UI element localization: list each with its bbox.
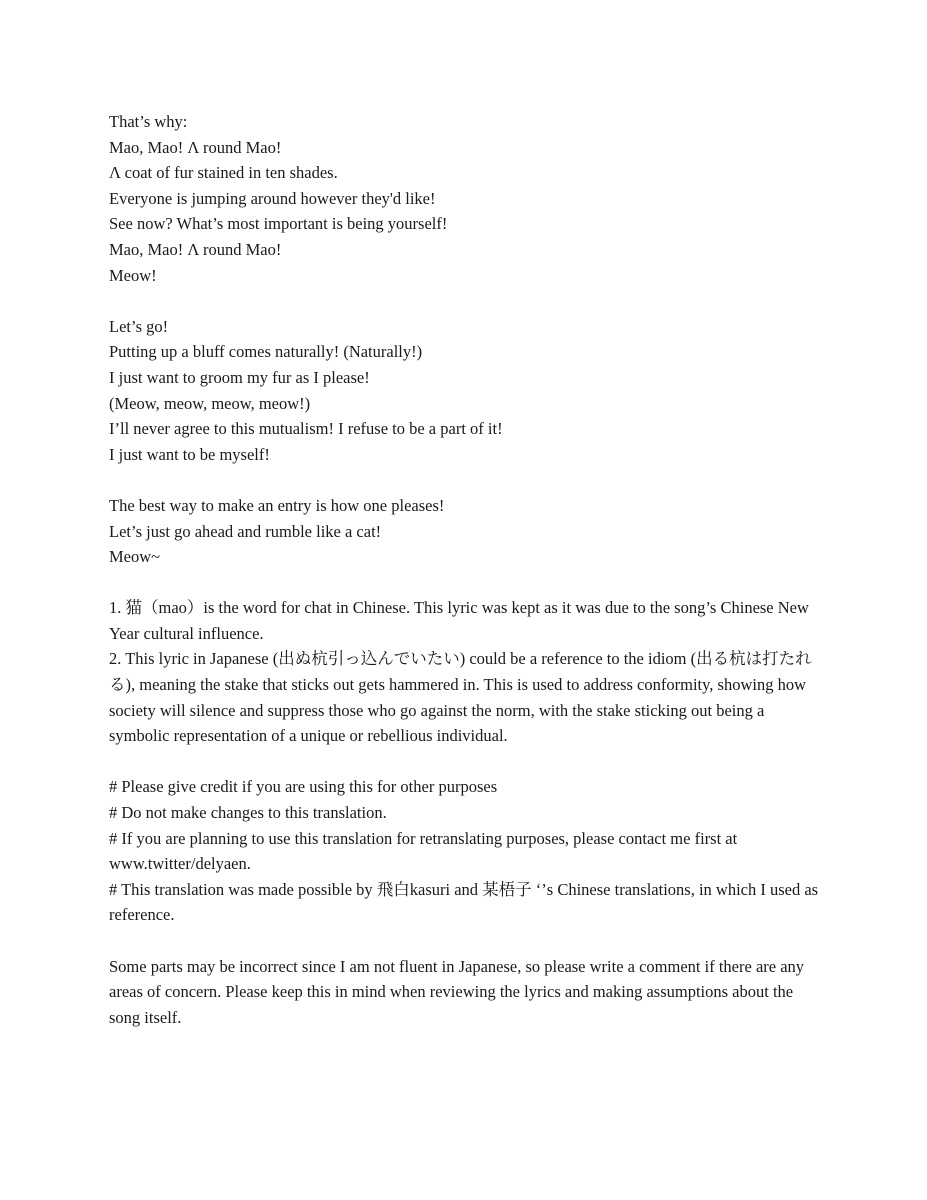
lyric-line: Meow~: [109, 547, 161, 567]
credit-line: # Do not make changes to this translation.: [109, 803, 387, 823]
lyric-line: See now? What’s most important is being yourself!: [109, 214, 448, 234]
lyric-line: The best way to make an entry is how one pleases!: [109, 495, 445, 515]
disclaimer-text: Some parts may be incorrect since I am not fluent in Japanese, so please write a comment if there are any areas of concern. Please keep this in mind when reviewing the lyrics and making assumptions about the song itself.: [109, 956, 805, 1027]
note-2: 2. This lyric in Japanese (出ぬ杭引っ込んでいたい) could be a reference to the idiom (出る杭は打たれる), meaning the stake that sticks out gets hammered in. This is used to address conformity, showing how society will silence and suppress those who go against the norm, with the stake sticking out being a symbolic representation of a unique or rebellious individual.: [109, 649, 812, 746]
lyric-line: Mao, Mao! Λ round Mao!: [109, 137, 282, 157]
disclaimer-section: [109, 954, 825, 1031]
note-1: 1. 猫（mao）is the word for chat in Chinese. This lyric was kept as it was due to the song’s Chinese New Year cultural influence.: [109, 598, 809, 643]
lyric-line: Everyone is jumping around however they'd like!: [109, 188, 436, 208]
credit-line: # If you are planning to use this translation for retranslating purposes, please contact me first at www.twitter/delyaen.: [109, 828, 738, 874]
lyric-line: Let’s go!: [109, 316, 169, 336]
lyric-line: I just want to be myself!: [109, 444, 270, 464]
lyric-line: Mao, Mao! Λ round Mao!: [109, 239, 282, 259]
lyrics-stanza-1: [109, 109, 825, 288]
lyric-line: I just want to groom my fur as I please!: [109, 367, 370, 387]
lyric-line: (Meow, meow, meow, meow!): [109, 393, 311, 413]
lyric-line: I’ll never agree to this mutualism! I refuse to be a part of it!: [109, 419, 503, 439]
credits-section: [109, 774, 825, 928]
lyric-line: That’s why:: [109, 112, 188, 131]
lyric-line: Let’s just go ahead and rumble like a cat!: [109, 521, 382, 541]
credit-line: # This translation was made possible by 飛白kasuri and 某梧子 ‘’s Chinese translations, in which I used as reference.: [109, 879, 819, 925]
translation-notes: [109, 595, 825, 749]
lyrics-stanza-2: [109, 314, 825, 468]
lyric-line: Λ coat of fur stained in ten shades.: [109, 163, 338, 183]
lyrics-stanza-3: [109, 493, 825, 570]
credit-line: # Please give credit if you are using this for other purposes: [109, 777, 498, 797]
lyric-line: Meow!: [109, 265, 157, 285]
document-page: [109, 109, 825, 1056]
lyric-line: Putting up a bluff comes naturally! (Naturally!): [109, 342, 423, 362]
